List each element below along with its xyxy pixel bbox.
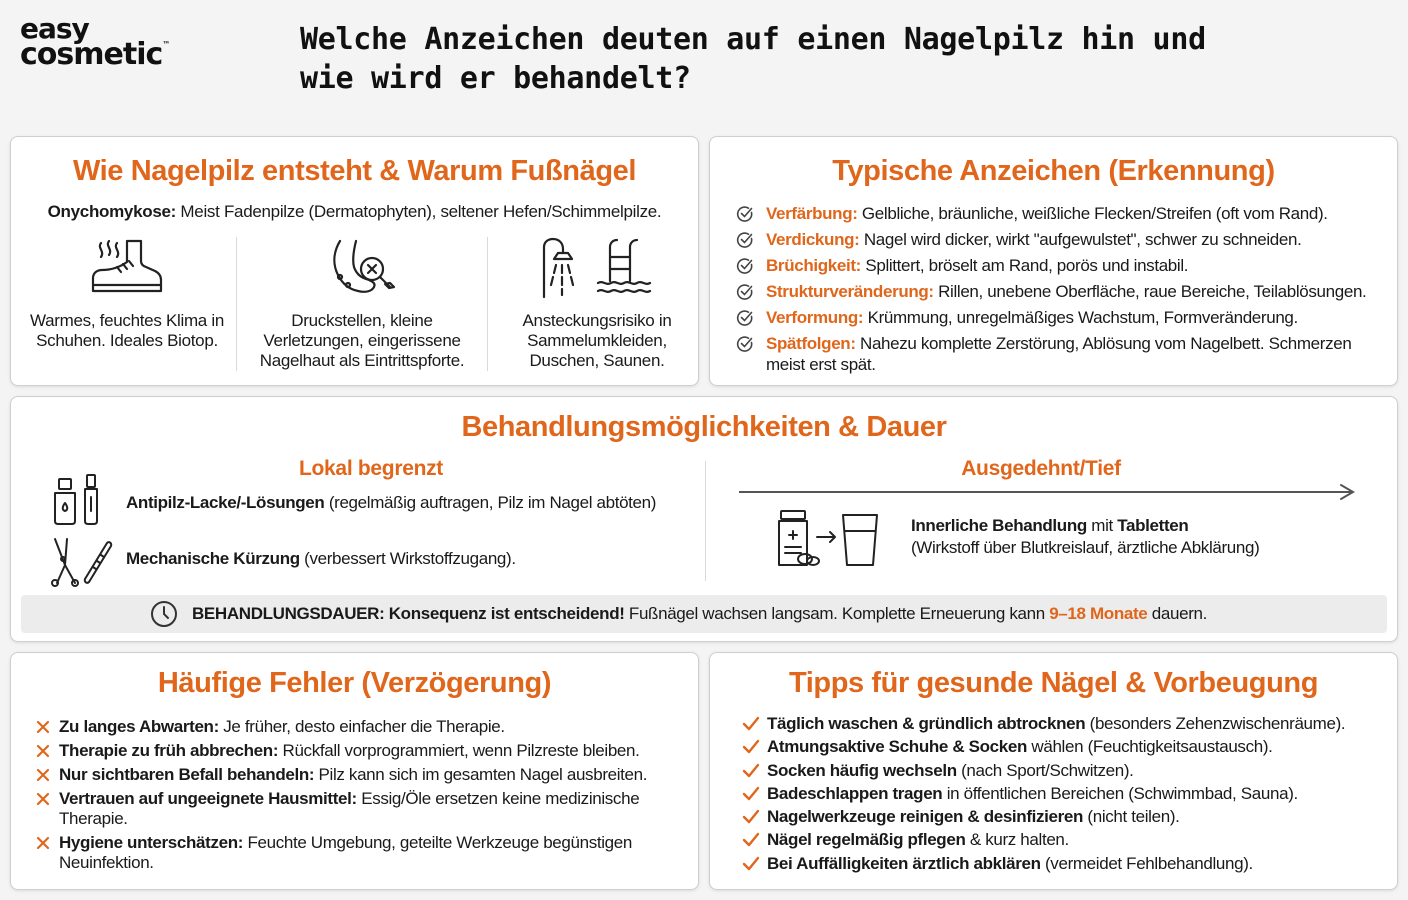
check-circle-icon — [736, 231, 754, 249]
shower-pool-icon — [538, 237, 656, 301]
errors-card — [10, 652, 699, 890]
tip-text: (besonders Zehenzwischenräume). — [1085, 714, 1346, 733]
tip-bold: Täglich waschen & gründlich abtrocknen — [767, 714, 1086, 733]
page-title: Welche Anzeichen deuten auf einen Nagelpilz hin und wie wird er behandelt? — [300, 22, 1206, 96]
tip-item — [742, 854, 1389, 874]
sign-item — [736, 203, 1389, 224]
extended-line-2: (Wirkstoff über Blutkreislauf, ärztliche Abklärung) — [911, 538, 1260, 557]
check-circle-icon — [736, 309, 754, 327]
sign-term: Verformung: — [766, 308, 864, 327]
tip-item — [742, 761, 1389, 781]
tip-item — [742, 807, 1389, 827]
cause-item — [249, 237, 475, 371]
errors-heading: Häufige Fehler (Verzögerung) — [157, 667, 552, 699]
clock-icon — [149, 599, 179, 629]
sign-term: Strukturveränderung: — [766, 282, 934, 301]
origin-card — [10, 136, 699, 386]
tip-bold: Badeschlappen tragen — [767, 783, 943, 803]
error-bold: Nur sichtbaren Befall behandeln: — [59, 765, 315, 784]
origin-sub-text: Meist Fadenpilze (Dermatophyten), seltener Hefen/Schimmelpilze. — [176, 202, 662, 221]
local-heading: Lokal begrenzt — [299, 457, 443, 480]
divider — [487, 237, 488, 371]
error-bold: Vertrauen auf ungeeignete Hausmittel: — [59, 789, 357, 808]
origin-sub-term: Onychomykose: — [47, 202, 176, 221]
checkmark-icon — [742, 832, 760, 848]
error-item — [35, 833, 690, 873]
error-bold: Zu langes Abwarten: — [59, 717, 219, 736]
error-item — [35, 789, 690, 829]
treatment-heading: Behandlungsmöglichkeiten & Dauer — [461, 411, 947, 443]
sign-item — [736, 307, 1389, 328]
checkmark-icon — [742, 809, 760, 825]
signs-card — [709, 136, 1398, 386]
duration-text — [192, 604, 1207, 624]
tip-text: (vermeidet Fehlbehandlung). — [1040, 853, 1253, 873]
duration-end: dauern. — [1147, 604, 1207, 623]
check-circle-icon — [736, 283, 754, 301]
extended-bold-2: Tabletten — [1117, 516, 1189, 535]
origin-heading: Wie Nagelpilz entsteht & Warum Fußnägel — [72, 155, 637, 187]
sign-term: Verdickung: — [766, 230, 860, 249]
sign-term: Spätfolgen: — [766, 334, 856, 353]
check-circle-icon — [736, 257, 754, 275]
error-text: Essig/Öle ersetzen keine medizinische Therapie. — [59, 789, 640, 828]
tip-bold: Nagelwerkzeuge reinigen & desinfizieren — [767, 807, 1084, 827]
extended-bold: Innerliche Behandlung — [911, 516, 1087, 535]
extent-arrow — [739, 491, 1351, 493]
sign-item — [736, 281, 1389, 302]
sign-item — [736, 255, 1389, 276]
error-text: Pilz kann sich im gesamten Nagel ausbreiten. — [314, 765, 648, 784]
errors-list — [35, 717, 690, 877]
error-bold: Therapie zu früh abbrechen: — [59, 741, 279, 760]
logo-line-1: easy — [20, 12, 89, 45]
extended-treatment — [911, 515, 1259, 559]
sign-text: Krümmung, unregelmäßiges Wachstum, Formveränderung. — [863, 308, 1298, 327]
tips-list — [742, 714, 1389, 877]
cross-icon — [35, 835, 51, 851]
checkmark-icon — [742, 786, 760, 802]
arrow-right-icon — [1339, 483, 1355, 501]
tip-item — [742, 737, 1389, 757]
error-item — [35, 741, 690, 761]
extended-heading: Ausgedehnt/Tief — [961, 457, 1121, 480]
duration-bar — [21, 595, 1387, 633]
sign-text: Nahezu komplette Zerstörung, Ablösung vom Nagelbett. Schmerzen meist erst spät. — [766, 334, 1352, 374]
error-text: Feuchte Umgebung, geteilte Werkzeuge begünstigen Neuinfektion. — [59, 833, 632, 872]
sign-text: Rillen, unebene Oberfläche, raue Bereiche, Teilablösungen. — [933, 282, 1367, 301]
tip-text: (nicht teilen). — [1083, 807, 1180, 827]
duration-body: Fußnägel wachsen langsam. Komplette Erneuerung kann — [624, 604, 1050, 623]
shoe-icon — [87, 237, 167, 301]
tip-item — [742, 784, 1389, 804]
logo-trademark: ™ — [162, 40, 171, 50]
error-bold: Hygiene unterschätzen: — [59, 833, 244, 852]
tip-item — [742, 714, 1389, 734]
checkmark-icon — [742, 739, 760, 755]
cause-text: Warmes, feuchtes Klima in Schuhen. Ideales Biotop. — [29, 311, 225, 350]
tip-item — [742, 830, 1389, 850]
tip-bold: Bei Auffälligkeiten ärztlich abklären — [767, 853, 1041, 873]
cross-icon — [35, 767, 51, 783]
error-text: Rückfall vorprogrammiert, wenn Pilzreste bleiben. — [278, 741, 640, 760]
tips-card — [709, 652, 1398, 890]
cross-icon — [35, 743, 51, 759]
signs-list — [736, 203, 1389, 380]
duration-label: BEHANDLUNGSDAUER: Konsequenz ist entscheidend! — [192, 604, 625, 623]
cause-item — [27, 237, 227, 351]
tip-bold: Atmungsaktive Schuhe & Socken — [767, 737, 1028, 757]
local-treatment-text: (verbessert Wirkstoffzugang). — [299, 549, 516, 568]
sign-text: Nagel wird dicker, wirkt "aufgewulstet", schwer zu schneiden. — [859, 230, 1302, 249]
tip-text: & kurz halten. — [965, 830, 1069, 850]
duration-highlight: 9–18 Monate — [1049, 604, 1148, 623]
nail-clipper-file-icon — [43, 535, 113, 587]
divider — [705, 461, 706, 581]
checkmark-icon — [742, 856, 760, 872]
cause-item — [497, 237, 697, 371]
error-item — [35, 717, 690, 737]
tip-text: (nach Sport/Schwitzen). — [956, 760, 1134, 780]
sign-text: Splittert, bröselt am Rand, porös und instabil. — [860, 256, 1189, 275]
local-treatment-text: (regelmäßig auftragen, Pilz im Nagel abtöten) — [324, 493, 657, 512]
treatment-card — [10, 396, 1398, 642]
sign-text: Gelbliche, bräunliche, weißliche Flecken/Streifen (oft vom Rand). — [857, 204, 1328, 223]
divider — [236, 237, 237, 371]
logo-line-2: cosmetic — [20, 37, 163, 73]
signs-heading: Typische Anzeichen (Erkennung) — [832, 155, 1275, 187]
tip-bold: Nägel regelmäßig pflegen — [767, 830, 966, 850]
cross-icon — [35, 719, 51, 735]
error-item — [35, 765, 690, 785]
cross-icon — [35, 791, 51, 807]
local-treatment-row — [126, 493, 656, 513]
tip-bold: Socken häufig wechseln — [767, 760, 957, 780]
sign-term: Brüchigkeit: — [766, 256, 861, 275]
cause-text: Druckstellen, kleine Verletzungen, eingerissene Nagelhaut als Eintrittspforte. — [259, 311, 465, 370]
local-treatment-bold: Antipilz-Lacke/-Lösungen — [126, 493, 325, 512]
local-treatment-bold: Mechanische Kürzung — [126, 549, 300, 568]
tip-text: wählen (Feuchtigkeitsaustausch). — [1027, 737, 1273, 757]
tips-heading: Tipps für gesunde Nägel & Vorbeugung — [788, 667, 1319, 699]
nail-polish-icon — [49, 473, 105, 527]
check-circle-icon — [736, 205, 754, 223]
cause-text: Ansteckungsrisiko in Sammelumkleiden, Duschen, Saunen. — [522, 311, 672, 370]
brand-logo — [20, 12, 180, 73]
check-circle-icon — [736, 335, 754, 353]
pills-to-glass-icon — [773, 507, 885, 571]
local-treatment-row — [126, 549, 516, 569]
extended-text: mit — [1086, 516, 1118, 535]
tip-text: in öffentlichen Bereichen (Schwimmbad, Sauna). — [942, 783, 1298, 803]
checkmark-icon — [742, 763, 760, 779]
foot-magnifier-icon — [322, 237, 402, 301]
error-text: Je früher, desto einfacher die Therapie. — [218, 717, 505, 736]
sign-item — [736, 333, 1389, 375]
sign-term: Verfärbung: — [766, 204, 858, 223]
checkmark-icon — [742, 716, 760, 732]
sign-item — [736, 229, 1389, 250]
origin-subline — [11, 202, 698, 222]
